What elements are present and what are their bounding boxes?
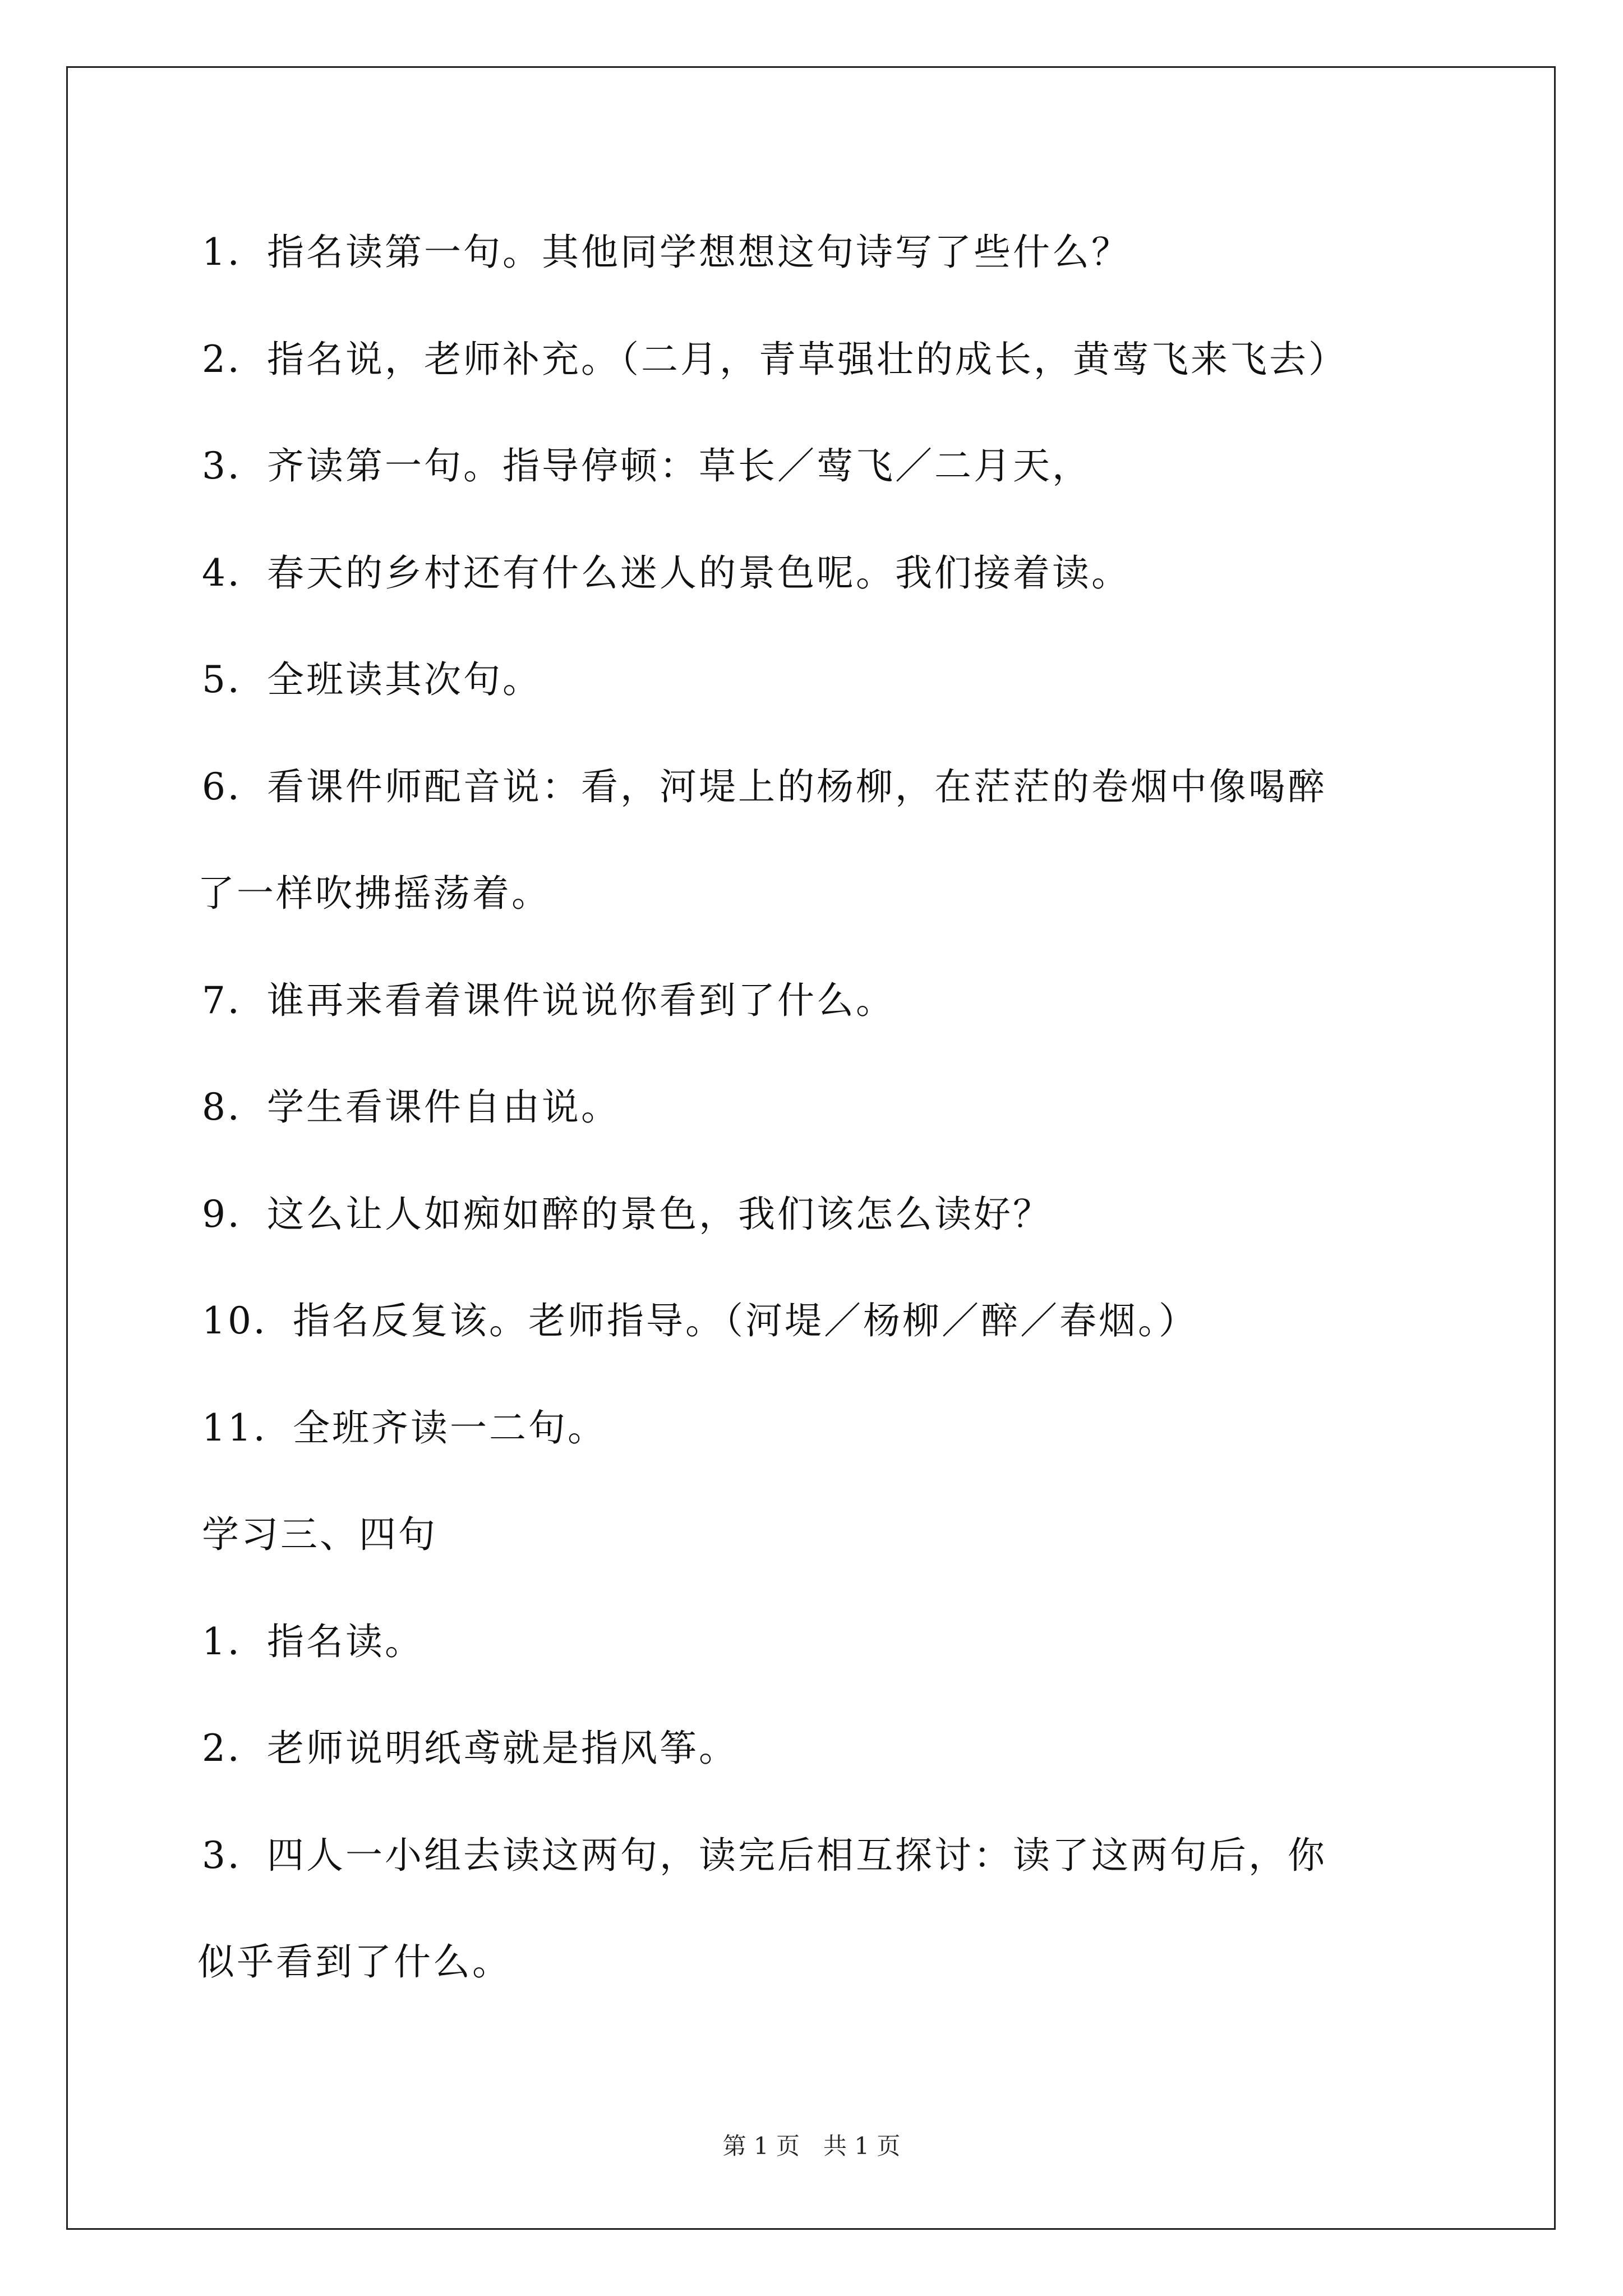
text-line: 1．指名读。 (202, 1620, 424, 1663)
text-line: 3．四人一小组去读这两句，读完后相互探讨：读了这两句后，你 (202, 1834, 1327, 1877)
text-line: 似乎看到了什么。 (197, 1940, 511, 1984)
page-border (66, 66, 1556, 2230)
text-line: 9．这么让人如痴如醉的景色，我们该怎么读好？ (202, 1193, 1052, 1236)
text-line: 7．谁再来看着课件说说你看到了什么。 (202, 979, 895, 1022)
page-footer: 第 1 页 共 1 页 (722, 2132, 901, 2160)
section-heading: 学习三、四句 (202, 1513, 437, 1556)
text-line: 了一样吹拂摇荡着。 (197, 872, 551, 915)
text-line: 11．全班齐读一二句。 (202, 1406, 607, 1450)
text-line: 8．学生看课件自由说。 (202, 1085, 620, 1129)
text-line: 3．齐读第一句。指导停顿：草长／莺飞／二月天， (202, 444, 1091, 487)
text-line: 5．全班读其次句。 (202, 658, 542, 701)
text-line: 2．老师说明纸鸢就是指风筝。 (202, 1727, 738, 1770)
text-line: 10．指名反复该。老师指导。（河堤／杨柳／醉／春烟。） (202, 1299, 1198, 1342)
text-line: 1．指名读第一句。其他同学想想这句诗写了些什么？ (202, 231, 1131, 274)
text-line: 4．春天的乡村还有什么迷人的景色呢。我们接着读。 (202, 551, 1131, 595)
text-line: 2．指名说，老师补充。（二月，青草强壮的成长，黄莺飞来飞去） (202, 338, 1348, 381)
text-line: 6．看课件师配音说：看，河堤上的杨柳，在茫茫的卷烟中像喝醉 (202, 765, 1327, 808)
